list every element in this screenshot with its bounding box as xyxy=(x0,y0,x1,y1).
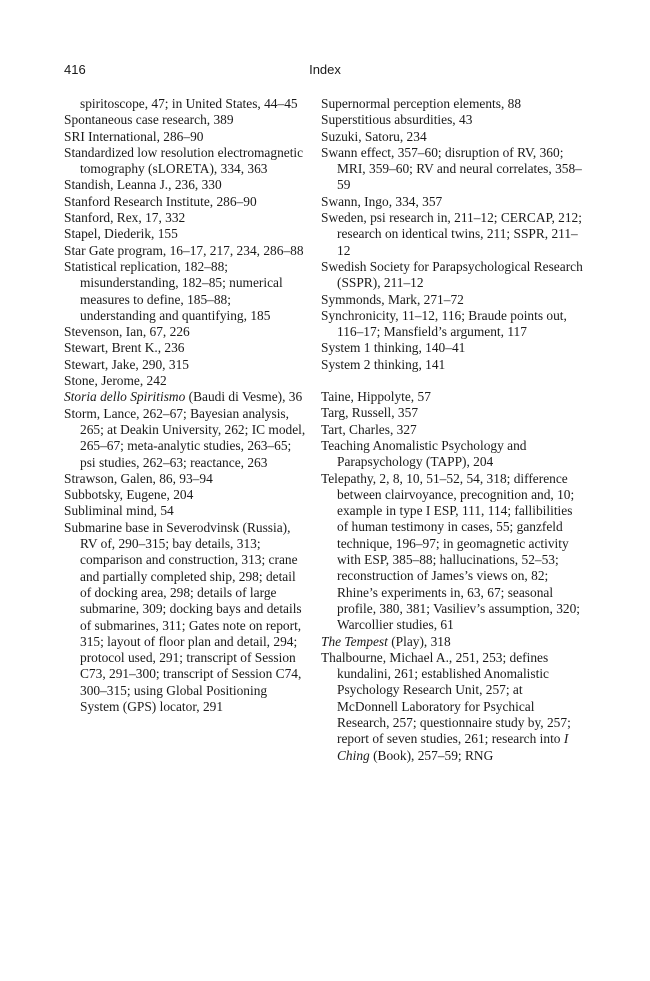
index-entry xyxy=(64,226,309,242)
index-entry-text: Submarine base in Severodvinsk (Russia), RV of, 290–315; bay details, 313; comparison and construction, 313; crane and partially completed ship, 298; detail of docking area, 298; details of large submarine, 309; docking bays and details of submarines, 311; Gates note on report, 315; layout of floor plan and detail, 294; protocol used, 291; transcript of Session C73, 291–300; transcript of Session C74, 300–315; using Global Positioning System (GPS) locator, 291 xyxy=(64,519,302,714)
index-entry-text: Stevenson, Ian, 67, 226 xyxy=(64,324,190,340)
index-entry xyxy=(321,210,583,259)
index-section-gap xyxy=(321,373,583,389)
index-entry xyxy=(64,96,309,112)
index-entry xyxy=(321,96,583,112)
index-entry-text: Stewart, Brent K., 236 xyxy=(64,340,185,356)
index-entry-text: Stanford Research Institute, 286–90 xyxy=(64,193,257,209)
index-entry-text: Swann, Ingo, 334, 357 xyxy=(321,193,443,209)
index-entry-text: (Book), 257–59; RNG xyxy=(369,747,494,763)
index-entry-text: System 1 thinking, 140–41 xyxy=(321,340,466,356)
index-entry-text: Targ, Russell, 357 xyxy=(321,405,419,421)
index-entry xyxy=(321,634,583,650)
index-entry-text: Standardized low resolution electromagnetic tomography (sLORETA), 334, 363 xyxy=(64,144,304,177)
index-entry-text: Stewart, Jake, 290, 315 xyxy=(64,356,189,372)
index-entry-title: I Ching xyxy=(337,731,569,763)
index-entry xyxy=(321,471,583,634)
index-entry xyxy=(64,243,309,259)
index-entry xyxy=(321,438,583,471)
index-entry xyxy=(64,112,309,128)
index-column-left xyxy=(64,96,309,715)
index-entry-text: Sweden, psi research in, 211–12; CERCAP, 212; research on identical twins, 211; SSPR, 211–12 xyxy=(321,210,582,258)
index-entry xyxy=(64,487,309,503)
index-entry-text: Storm, Lance, 262–67; Bayesian analysis, 265; at Deakin University, 262; IC model, 265–67; meta-analytic studies, 263–65; psi studies, 262–63; reactance, 263 xyxy=(64,405,306,470)
index-entry-text: Subliminal mind, 54 xyxy=(64,503,174,519)
index-entry-text: (Baudi di Vesme), 36 xyxy=(185,389,303,405)
index-entry-text: Star Gate program, 16–17, 217, 234, 286–88 xyxy=(64,242,304,258)
index-entry-text: Teaching Anomalistic Psychology and Parapsychology (TAPP), 204 xyxy=(321,437,527,470)
index-entry xyxy=(321,194,583,210)
index-entry xyxy=(64,406,309,471)
page-number: 416 xyxy=(64,62,86,77)
index-entry-title: The Tempest xyxy=(321,633,388,649)
index-entry xyxy=(64,210,309,226)
index-entry xyxy=(64,259,309,324)
index-entry xyxy=(321,308,583,341)
index-entry-text: Taine, Hippolyte, 57 xyxy=(321,389,431,405)
index-entry-text: Telepathy, 2, 8, 10, 51–52, 54, 318; difference between clairvoyance, precognition and, 10; example in type I ESP, 111, 114; fallibilities of human testimony in cases, 55; ganzfeld technique, 196–97; in geomagnetic activity with ESP, 385–88; hallucinations, 52–53; reconstruction of James’s views on, 82; Rhine’s experiments in, 63, 67; seasonal profile, 380, 381; Vasiliev’s assumption, 320; Warcollier studies, 61 xyxy=(321,470,581,633)
index-entry-text: Stapel, Diederik, 155 xyxy=(64,226,178,242)
index-entry-text: (Play), 318 xyxy=(387,633,451,649)
index-entry-text: Suzuki, Satoru, 234 xyxy=(321,128,427,144)
index-entry xyxy=(64,389,309,405)
index-entry xyxy=(64,145,309,178)
running-head: Index xyxy=(309,62,341,77)
index-entry-text: Stanford, Rex, 17, 332 xyxy=(64,210,186,226)
index-entry xyxy=(321,259,583,292)
index-entry xyxy=(64,503,309,519)
index-entry-text: Swann effect, 357–60; disruption of RV, 360; MRI, 359–60; RV and neural correlates, 358–59 xyxy=(321,144,582,193)
index-entry xyxy=(64,357,309,373)
index-entry-text: SRI International, 286–90 xyxy=(64,128,204,144)
index-entry xyxy=(321,112,583,128)
index-entry xyxy=(321,145,583,194)
index-entry xyxy=(64,194,309,210)
index-entry-text: Strawson, Galen, 86, 93–94 xyxy=(64,470,213,486)
index-entry-text: Stone, Jerome, 242 xyxy=(64,373,167,389)
index-entry-text: Supernormal perception elements, 88 xyxy=(321,96,522,111)
index-entry xyxy=(321,405,583,421)
index-entry xyxy=(321,389,583,405)
index-entry xyxy=(321,129,583,145)
index-entry-text: Spontaneous case research, 389 xyxy=(64,112,234,128)
index-entry xyxy=(64,520,309,716)
index-entry-text: Tart, Charles, 327 xyxy=(321,421,417,437)
index-column-right xyxy=(321,96,583,764)
index-entry xyxy=(321,650,583,764)
index-entry-text: Thalbourne, Michael A., 251, 253; defines kundalini, 261; established Anomalistic Psychology Research Unit, 257; at McDonnell Laboratory for Psychical Research, 257; questionnaire study by, 257; report of seven studies, 261; research into xyxy=(321,649,571,747)
index-entry xyxy=(64,324,309,340)
index-entry xyxy=(321,422,583,438)
index-entry-text: spiritoscope, 47; in United States, 44–45 xyxy=(80,96,298,111)
index-entry-text: Synchronicity, 11–12, 116; Braude points out, 116–17; Mansfield’s argument, 117 xyxy=(321,307,567,340)
index-entry-text: Subbotsky, Eugene, 204 xyxy=(64,487,194,503)
index-entry xyxy=(64,471,309,487)
index-entry xyxy=(64,177,309,193)
index-entry xyxy=(64,340,309,356)
index-entry-text: Standish, Leanna J., 236, 330 xyxy=(64,177,222,193)
index-entry-text: Swedish Society for Parapsychological Research (SSPR), 211–12 xyxy=(321,258,583,291)
index-entry xyxy=(321,292,583,308)
index-entry-title: Storia dello Spiritismo xyxy=(64,389,186,405)
index-entry-text: Statistical replication, 182–88; misunderstanding, 182–85; numerical measures to define, 185–88; understanding and quantifying, 185 xyxy=(64,258,283,323)
index-entry xyxy=(64,129,309,145)
index-entry xyxy=(64,373,309,389)
index-entry xyxy=(321,357,583,373)
index-entry-text: System 2 thinking, 141 xyxy=(321,356,446,372)
index-entry-text: Superstitious absurdities, 43 xyxy=(321,112,473,128)
index-entry-text: Symmonds, Mark, 271–72 xyxy=(321,291,464,307)
index-entry xyxy=(321,340,583,356)
